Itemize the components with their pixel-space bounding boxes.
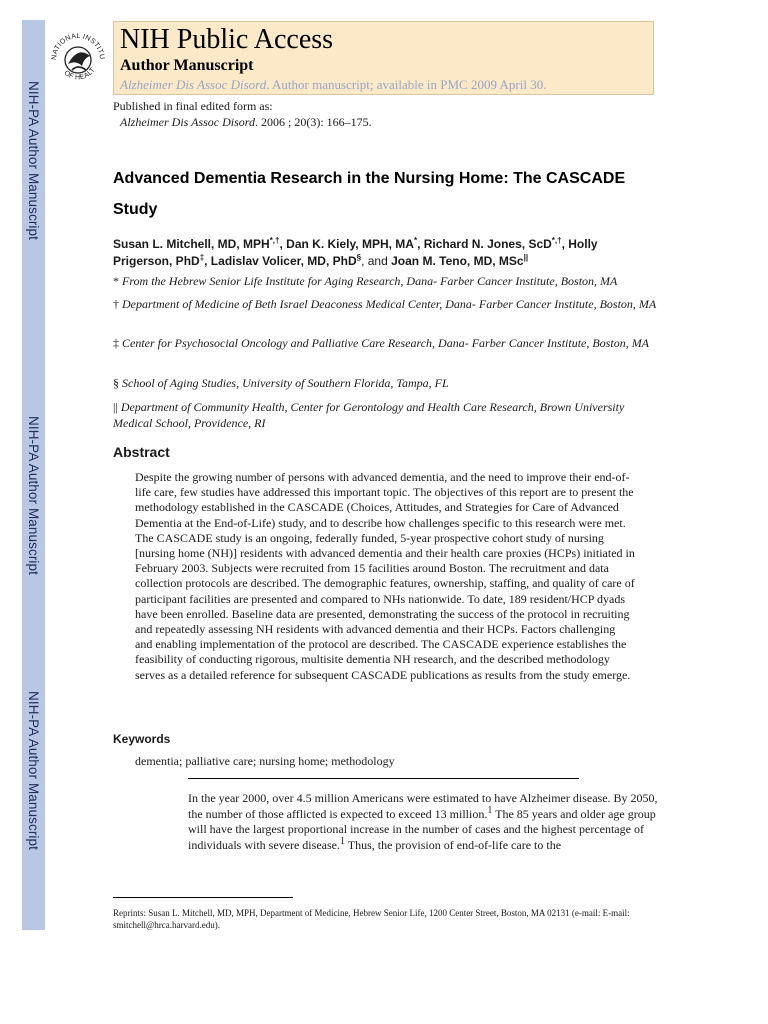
affiliation-3-text: Center for Psychosocial Oncology and Palliative Care Research, Dana- Farber Cancer Institute, Boston, MA [122,336,650,350]
author-4: , Holly Prigerson, PhD [113,237,598,268]
author-3: , Richard N. Jones, ScD [417,237,552,251]
pubinfo-journal: Alzheimer Dis Assoc Disord [120,115,255,129]
author-and: , and [361,254,392,268]
header-journal-rest: . Author manuscript; available in PMC 2009 April 30. [266,77,547,92]
author-1: Susan L. Mitchell, MD, MPH [113,237,270,251]
affiliation-3 [113,335,661,351]
section-divider [188,778,579,779]
affiliation-5-text: Department of Community Health, Center for Gerontology and Health Care Research, Brown University Medical School, Providence, RI [113,400,625,430]
sidebar-label-3: NIH-PA Author Manuscript [26,690,41,850]
header-title: NIH Public Access [120,24,334,55]
pubinfo-line1: Published in final edited form as: [113,99,273,113]
intro-part-1: In the year 2000, over 4.5 million Americans were estimated to have Alzheimer disease. By 2050, the number of those afflicted is expected to exceed 13 million. [188,791,658,821]
author-6: Joan M. Teno, MD, MSc [391,254,524,268]
affiliation-3-symbol: ‡ [113,336,119,350]
affiliation-5-symbol: || [113,400,118,414]
reference-1: 1 [487,804,493,816]
affiliation-1-text: From the Hebrew Senior Life Institute for Aging Research, Dana- Farber Cancer Institute, Boston, MA [122,274,618,288]
affiliation-5 [113,399,661,431]
author-4-sup: ‡ [199,253,205,262]
affiliation-4-text: School of Aging Studies, University of Southern Florida, Tampa, FL [122,376,449,390]
affiliation-2-text: Department of Medicine of Beth Israel Deaconess Medical Center, Dana- Farber Cancer Institute, Boston, MA [122,297,657,311]
author-5: , Ladislav Volicer, MD, PhD [204,254,357,268]
author-5-sup: § [356,253,362,262]
author-2-sup: * [413,236,418,245]
affiliation-1-symbol: * [113,274,119,288]
intro-part-2: The 85 years and older age group will have the largest proportional increase in the number of cases and the highest percentage of individuals with severe disease. [188,806,656,852]
nih-pa-sidebar [22,20,45,930]
nih-header-banner [113,21,654,95]
affiliation-4-symbol: § [113,376,119,390]
keywords-heading: Keywords [113,732,171,746]
footnote-divider [113,897,293,898]
intro-paragraph [188,791,658,853]
affiliation-1 [113,273,661,289]
publication-info [113,98,372,130]
intro-part-3: Thus, the provision of end-of-life care to the [344,837,562,852]
header-journal: Alzheimer Dis Assoc Disord [120,77,267,92]
affiliation-2 [113,296,661,312]
abstract-heading: Abstract [113,444,170,460]
header-citation [120,77,546,93]
author-3-sup: *,† [551,236,562,245]
logo-text-bottom: OF HEALT [62,66,97,82]
nih-logo [46,20,110,96]
reprints-footnote: Reprints: Susan L. Mitchell, MD, MPH, Department of Medicine, Hebrew Senior Life, 1200 Center Street, Boston, MA 02131 (e-mail: E-mail: smitchell@hrca.harvard.edu). [113,908,630,930]
keywords-text: dementia; palliative care; nursing home; methodology [135,754,395,768]
author-2: , Dan K. Kiely, MPH, MA [279,237,414,251]
pubinfo-citation [113,114,372,130]
reference-2: 1 [339,835,345,847]
header-subtitle: Author Manuscript [120,57,254,74]
abstract-text: Despite the growing number of persons with advanced dementia, and the need to improve their end-of-life care, few studies have addressed this important topic. The objectives of this report are to present the methodology established in the CASCADE (Choices, Attitudes, and Strategies for Care of Advanced Dementia at the End-of-Life) study, and to describe how challenges specific to this research were met. The CASCADE study is an ongoing, federally funded, 5-year prospective cohort study of nursing [nursing home (NH)] residents with advanced dementia and their health care proxies (HCPs) initiated in February 2003. Subjects were recruited from 15 facilities around Boston. The recruitment and data collection protocols are described. The demographic features, ownership, staffing, and quality of care of participant facilities are presented and compared to NHs nationwide. To date, 189 resident/HCP dyads have been enrolled. Baseline data are presented, demonstrating the success of the protocol in recruiting and repeatedly assessing NH residents with advanced dementia and their HCPs. Factors challenging and enabling implementation of the protocol are described. The CASCADE experience establishes the feasibility of conducting rigorous, multisite dementia NH research, and the described methodology serves as a detailed reference for subsequent CASCADE publications as results from the study emerge. [135,470,635,682]
svg-text:NATIONAL INSTITUTES [46,20,105,60]
affiliation-4 [113,375,661,391]
author-1-sup: *,† [269,236,280,245]
author-6-sup: || [523,253,529,262]
nih-seal-icon [46,20,110,96]
logo-text-top: NATIONAL INSTITU [50,32,106,61]
article-title: Advanced Dementia Research in the Nursing Home: The CASCADE Study [113,170,626,218]
pubinfo-citation-rest: . 2006 ; 20(3): 166–175. [255,115,372,129]
author-list [113,236,658,270]
affiliation-2-symbol: † [113,297,119,311]
sidebar-label-2: NIH-PA Author Manuscript [26,415,41,575]
sidebar-label-1: NIH-PA Author Manuscript [26,80,41,240]
